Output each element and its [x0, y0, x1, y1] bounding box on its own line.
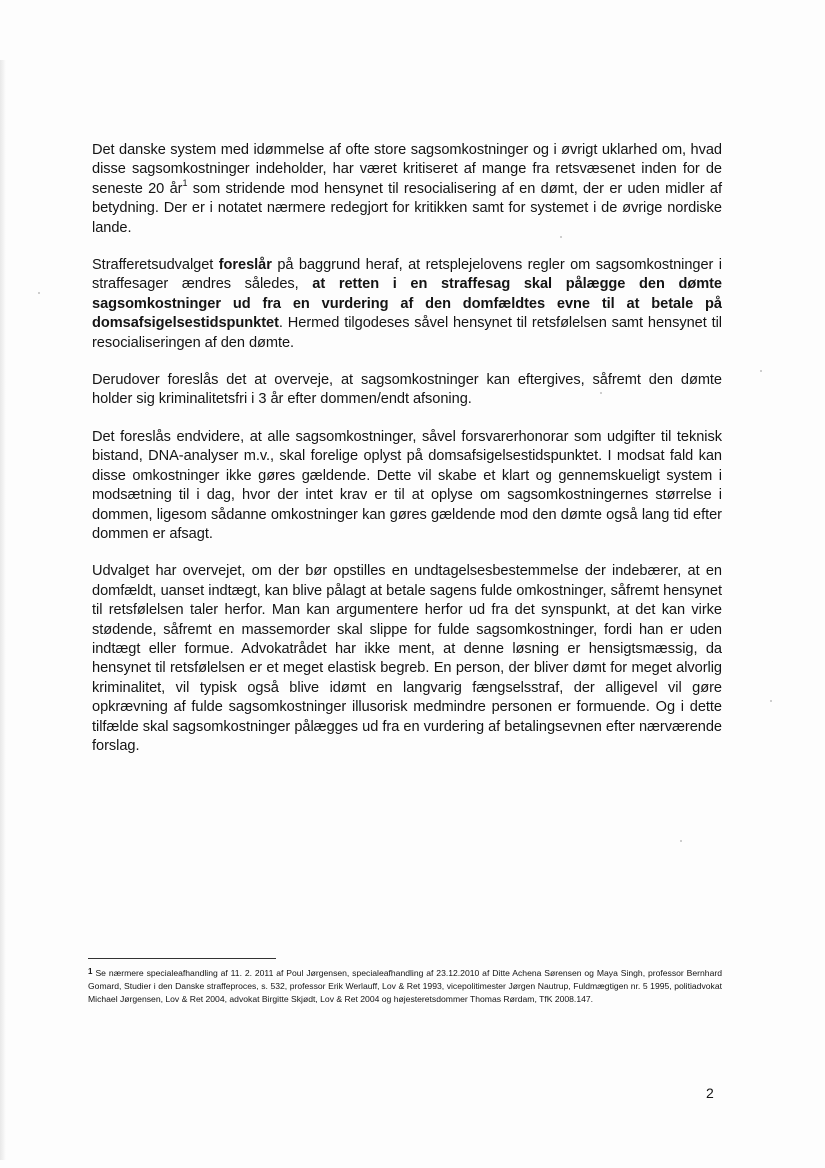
scan-speck [770, 700, 772, 702]
bold-proposal-statement: at retten i en straffesag skal pålægge den dømte sagsomkostninger ud fra en vurdering af den domfældtes evne til at betale på domsafsigelsestidspunktet [92, 276, 722, 332]
footnote-reference: 1 [182, 177, 188, 188]
footnote [88, 967, 722, 1005]
footnote-text: Se nærmere specialeafhandling af 11. 2. 2011 af Poul Jørgensen, specialeafhandling af 23.12.2010 af Ditte Achena Sørensen og Maya Singh, professor Bernhard Gomard, Studier i den Danske straffeproces, s. 532, professor Erik Werlauff, Lov & Ret 1993, vicepolitimester Jørgen Nautrup, Fuldmægtigen nr. 5 1995, politiadvokat Michael Jørgensen, Lov & Ret 2004, advokat Birgitte Skjødt, Lov & Ret 2004 og højesteretsdommer Thomas Rørdam, TfK 2008.147. [88, 968, 722, 1004]
body-text [92, 141, 722, 774]
scan-speck [600, 392, 602, 394]
paragraph-1: Det danske system med idømmelse af ofte store sagsomkostninger og i øvrigt uklarhed om, hvad disse sagsomkostninger indeholder, har været kritiseret af mange fra retsvæsenet inden for de seneste 20 $år^1$ som stridende mod hensynet til resocialisering af en dømt, der er uden midler af betydning. Der er i notatet nærmere redegjort for kritikken samt for systemet i de øvrige nordiske lande. [92, 142, 722, 236]
scan-speck [680, 840, 682, 842]
bold-proposal-verb: foreslår [218, 257, 272, 274]
paragraph-4: Det foreslås endvidere, at alle sagsomkostninger, såvel forsvarerhonorar som udgifter til teknisk bistand, DNA-analyser m.v., skal forelige oplyst på domsafsigelsestidspunktet. I modsat fald kan disse omkostninger ikke gøres gældende. Dette vil skabe et klart og gennemskueligt system i modsætning til i dag, hvor der intet krav er til at oplyse om sagsomkostningernes størrelse i dommen, ligesom sådanne omkostninger kan gøres gældende mod den dømte også lang tid efter dommen er afsagt. [92, 428, 722, 542]
paragraph-5: Udvalget har overvejet, om der bør opstilles en undtagelsesbestemmelse der indebærer, at en domfældt, uanset indtægt, kan blive pålagt at betale sagens fulde omkostninger, såfremt hensynet til retsfølelsen taler herfor. Man kan argumentere herfor ud fra det synspunkt, at det kan virke stødende, såfremt en massemorder skal slippe for fulde sagsomkostninger, fordi han er uden indtægt eller formue. Advokatrådet har ikke ment, at denne løsning er hensigtsmæssig, da hensynet til retsfølelsen er et meget elastisk begreb. En person, der bliver dømt for meget alvorlig kriminalitet, vil typisk også blive idømt en langvarig fængselsstraf, der alligevel vil gøre opkrævning af fulde sagsomkostninger illusorisk medmindre personen er formuende. Og i dette tilfælde skal sagsomkostninger pålægges ud fra en vurdering af betalingsevnen efter nærværende forslag. [92, 563, 722, 754]
scan-speck [38, 292, 40, 294]
scan-speck [560, 236, 562, 238]
footnote-separator [88, 958, 276, 959]
page-number: 2 [706, 1085, 714, 1101]
scan-speck [760, 370, 762, 372]
paragraph-2: Strafferetsudvalget foreslår på baggrund heraf, at retsplejelovens regler om sagsomkostninger i straffesager ændres således, at retten i en straffesag skal pålægge den dømte sagsomkostninger ud fra en vurdering af den domfældtes evne til at betale på domsafsigelsestidspunktet. Hermed tilgodeses såvel hensynet til retsfølelsen samt hensynet til resocialiseringen af den dømte. [92, 257, 722, 351]
scan-edge-shadow [0, 60, 6, 1160]
paragraph-3: Derudover foreslås det at overveje, at sagsomkostninger kan eftergives, såfremt den dømte holder sig kriminalitetsfri i 3 år efter dommen/endt afsoning. [92, 372, 722, 408]
footnote-mark: 1 [88, 967, 93, 976]
